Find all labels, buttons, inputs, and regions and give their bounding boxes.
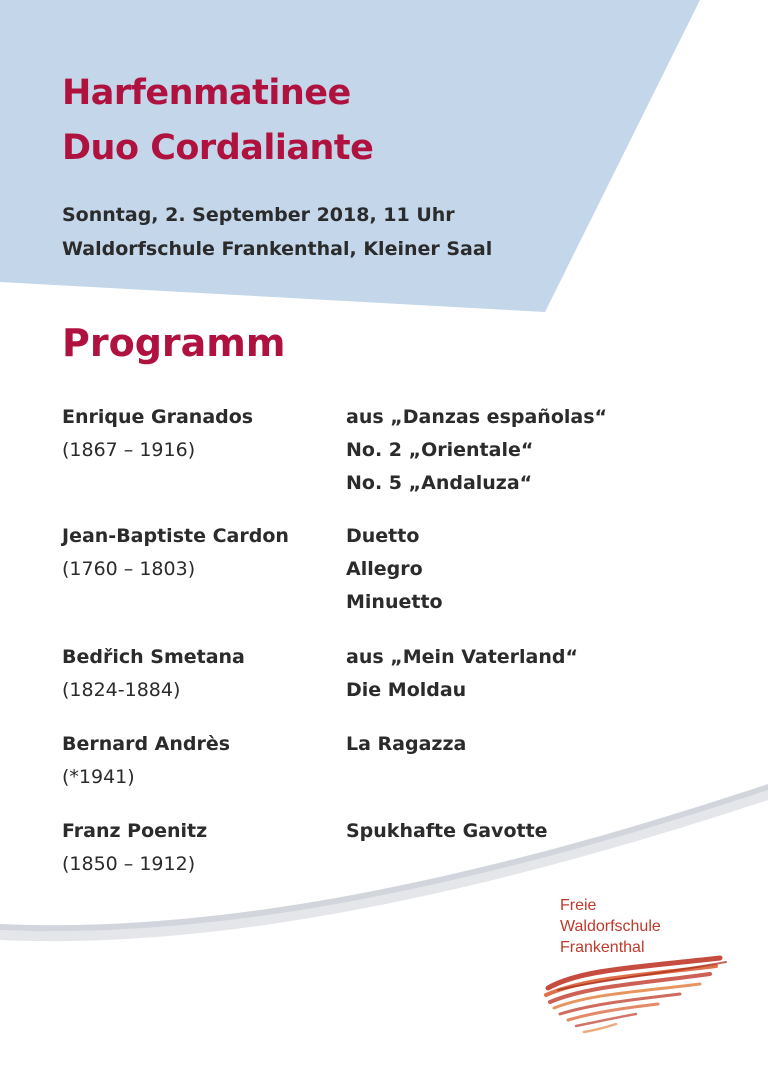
composer-name: Enrique Granados (62, 406, 254, 428)
works (346, 401, 726, 500)
event-venue: Waldorfschule Frankenthal, Kleiner Saal (62, 238, 493, 260)
work-title: No. 2 „Orientale“ (346, 439, 534, 461)
logo-text (560, 895, 661, 958)
school-logo (540, 895, 730, 1055)
concert-title (62, 66, 373, 176)
title-line-2: Duo Cordaliante (62, 128, 374, 168)
work-title: aus „Danzas españolas“ (346, 406, 608, 428)
work-title: La Ragazza (346, 733, 467, 755)
work-title: No. 5 „Andaluza“ (346, 472, 533, 494)
work-title: Duetto (346, 525, 420, 547)
title-line-1: Harfenmatinee (62, 73, 351, 113)
works (346, 641, 726, 707)
composer (62, 728, 342, 794)
event-info (62, 198, 492, 266)
logo-brush-strokes-icon (540, 950, 730, 1050)
composer (62, 401, 342, 467)
logo-line-3: Frankenthal (560, 939, 645, 956)
composer (62, 641, 342, 707)
composer-name: Bernard Andrès (62, 733, 231, 755)
work-title: Spukhafte Gavotte (346, 820, 548, 842)
logo-line-2: Waldorfschule (560, 918, 661, 935)
composer-years: (1760 – 1803) (62, 558, 196, 580)
composer-name: Franz Poenitz (62, 820, 208, 842)
work-title: Minuetto (346, 591, 443, 613)
logo-line-1: Freie (560, 897, 597, 914)
composer-name: Bedřich Smetana (62, 646, 245, 668)
event-datetime: Sonntag, 2. September 2018, 11 Uhr (62, 204, 455, 226)
work-title: Die Moldau (346, 679, 467, 701)
composer-years: (1867 – 1916) (62, 439, 196, 461)
works (346, 728, 726, 761)
composer-years: (1850 – 1912) (62, 853, 196, 875)
composer (62, 520, 342, 586)
composer (62, 815, 342, 881)
works (346, 520, 726, 619)
works (346, 815, 726, 848)
composer-years: (1824-1884) (62, 679, 181, 701)
work-title: aus „Mein Vaterland“ (346, 646, 578, 668)
program-heading: Programm (62, 321, 286, 365)
composer-name: Jean-Baptiste Cardon (62, 525, 289, 547)
composer-years: (*1941) (62, 766, 135, 788)
work-title: Allegro (346, 558, 423, 580)
